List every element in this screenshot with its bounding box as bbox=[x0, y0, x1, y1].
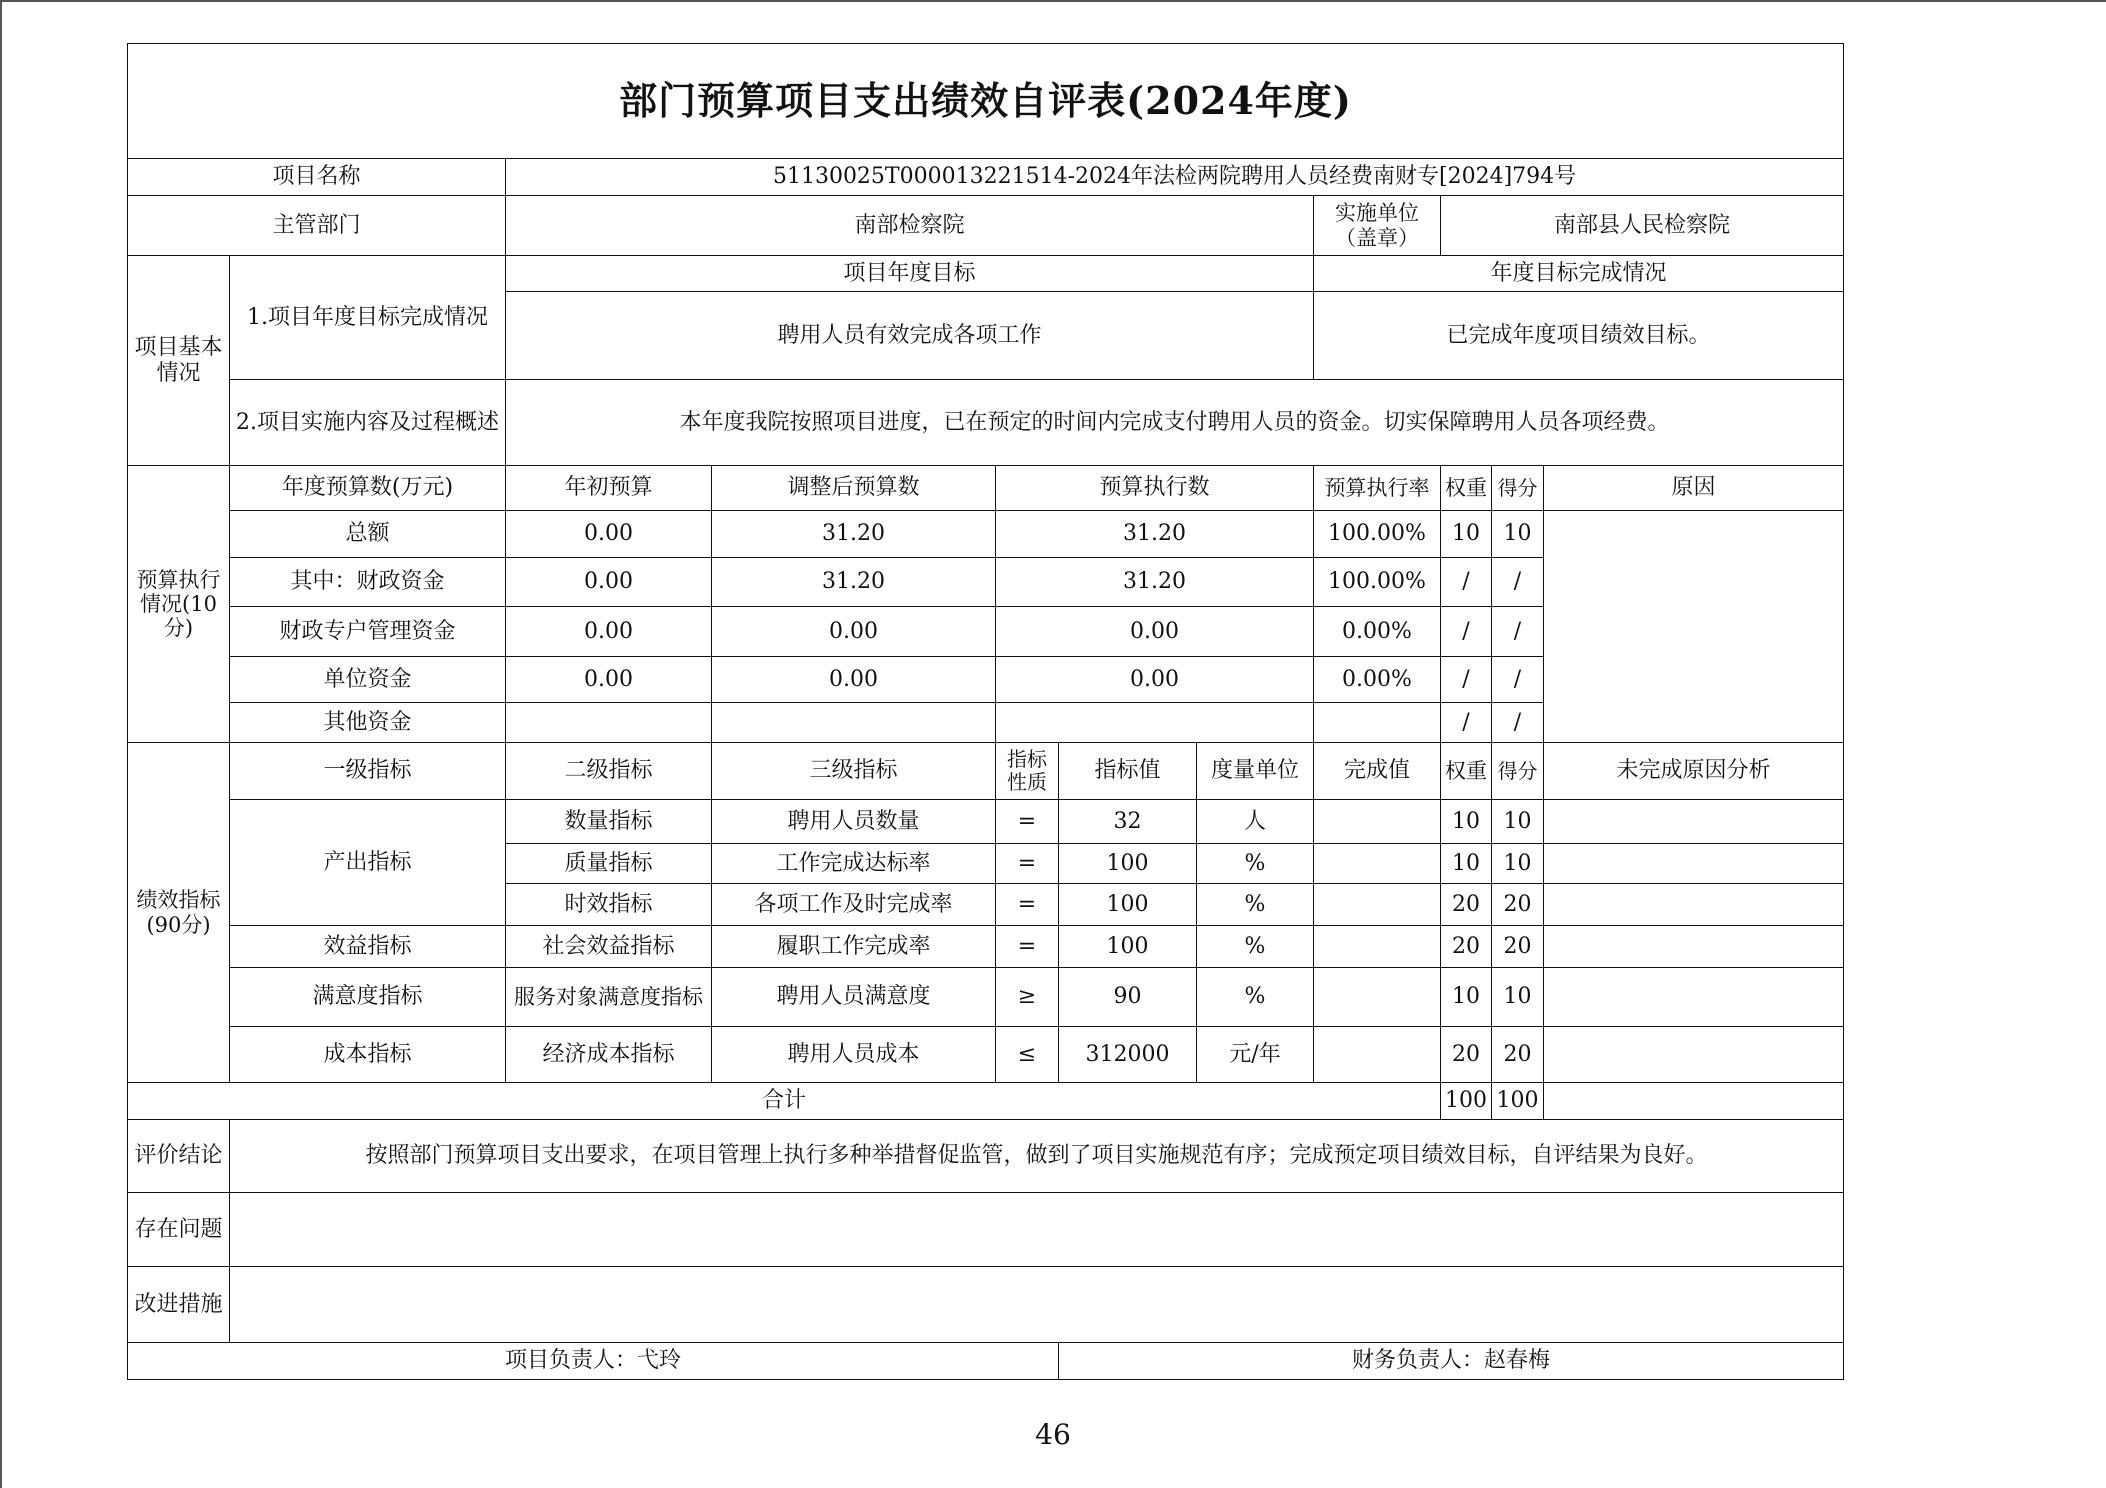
budget-weight: / bbox=[1441, 558, 1492, 607]
goal-completion-label: 1.项目年度目标完成情况 bbox=[230, 256, 506, 380]
indicator-score: 10 bbox=[1492, 968, 1544, 1027]
indicator-value: 90 bbox=[1059, 968, 1197, 1027]
budget-executed bbox=[996, 703, 1314, 743]
budget-row bbox=[128, 511, 1844, 558]
implementing-unit-label: 实施单位（盖章） bbox=[1314, 196, 1441, 256]
budget-adjusted: 0.00 bbox=[712, 607, 996, 657]
budget-rate: 100.00% bbox=[1314, 558, 1441, 607]
perf-header-analysis: 未完成原因分析 bbox=[1544, 743, 1844, 800]
budget-row-label: 财政专户管理资金 bbox=[230, 607, 506, 657]
budget-adjusted: 31.20 bbox=[712, 558, 996, 607]
indicator-unit: 元/年 bbox=[1197, 1027, 1314, 1083]
indicator-actual bbox=[1314, 844, 1441, 884]
indicator-unit: % bbox=[1197, 968, 1314, 1027]
indicator-level2: 经济成本指标 bbox=[506, 1027, 712, 1083]
form-title: 部门预算项目支出绩效自评表(2024年度) bbox=[128, 44, 1844, 159]
indicator-level2: 质量指标 bbox=[506, 844, 712, 884]
indicator-nature: = bbox=[996, 844, 1059, 884]
indicator-value: 32 bbox=[1059, 800, 1197, 844]
indicator-row bbox=[128, 800, 1844, 844]
perf-header-nature: 指标性质 bbox=[996, 743, 1059, 800]
implementing-unit-value: 南部县人民检察院 bbox=[1441, 196, 1844, 256]
budget-header-score: 得分 bbox=[1492, 466, 1544, 511]
page-border-left bbox=[0, 0, 2, 1488]
indicator-level3: 聘用人员数量 bbox=[712, 800, 996, 844]
measures-label: 改进措施 bbox=[128, 1267, 230, 1343]
indicator-level2: 社会效益指标 bbox=[506, 926, 712, 968]
indicator-value: 100 bbox=[1059, 926, 1197, 968]
indicator-nature: = bbox=[996, 884, 1059, 926]
budget-header-initial: 年初预算 bbox=[506, 466, 712, 511]
total-score: 100 bbox=[1492, 1083, 1544, 1120]
indicator-nature: ≥ bbox=[996, 968, 1059, 1027]
budget-header-rate: 预算执行率 bbox=[1314, 466, 1441, 511]
perf-header-unit: 度量单位 bbox=[1197, 743, 1314, 800]
annual-goal-header: 项目年度目标 bbox=[506, 256, 1314, 292]
problems-label: 存在问题 bbox=[128, 1193, 230, 1267]
indicator-level3: 聘用人员满意度 bbox=[712, 968, 996, 1027]
budget-row-label: 其中：财政资金 bbox=[230, 558, 506, 607]
indicator-unit: % bbox=[1197, 844, 1314, 884]
indicator-level2: 数量指标 bbox=[506, 800, 712, 844]
self-evaluation-form bbox=[127, 43, 1844, 1380]
budget-initial: 0.00 bbox=[506, 511, 712, 558]
finance-lead: 财务负责人：赵春梅 bbox=[1059, 1343, 1844, 1380]
goal-completion-text: 已完成年度项目绩效目标。 bbox=[1314, 292, 1844, 380]
project-lead: 项目负责人：弋玲 bbox=[128, 1343, 1059, 1380]
indicator-nature: = bbox=[996, 800, 1059, 844]
indicator-level3: 聘用人员成本 bbox=[712, 1027, 996, 1083]
goal-completion-header: 年度目标完成情况 bbox=[1314, 256, 1844, 292]
basic-info-section-label: 项目基本情况 bbox=[128, 256, 230, 466]
implementation-summary-label: 2.项目实施内容及过程概述 bbox=[230, 380, 506, 466]
budget-executed: 0.00 bbox=[996, 657, 1314, 703]
budget-section-label: 预算执行情况(10分) bbox=[128, 466, 230, 743]
indicator-analysis bbox=[1544, 844, 1844, 884]
satisfaction-indicator-group: 满意度指标 bbox=[230, 968, 506, 1027]
indicator-weight: 10 bbox=[1441, 800, 1492, 844]
budget-score: / bbox=[1492, 607, 1544, 657]
perf-header-actual: 完成值 bbox=[1314, 743, 1441, 800]
indicator-score: 20 bbox=[1492, 884, 1544, 926]
budget-header-weight: 权重 bbox=[1441, 466, 1492, 511]
budget-rate: 0.00% bbox=[1314, 607, 1441, 657]
indicator-analysis bbox=[1544, 800, 1844, 844]
budget-adjusted: 31.20 bbox=[712, 511, 996, 558]
budget-adjusted bbox=[712, 703, 996, 743]
indicator-unit: % bbox=[1197, 884, 1314, 926]
indicator-actual bbox=[1314, 884, 1441, 926]
total-weight: 100 bbox=[1441, 1083, 1492, 1120]
indicator-score: 10 bbox=[1492, 800, 1544, 844]
budget-score: 10 bbox=[1492, 511, 1544, 558]
indicator-weight: 10 bbox=[1441, 844, 1492, 884]
indicator-score: 10 bbox=[1492, 844, 1544, 884]
budget-weight: / bbox=[1441, 607, 1492, 657]
budget-row-label: 其他资金 bbox=[230, 703, 506, 743]
indicator-weight: 20 bbox=[1441, 884, 1492, 926]
budget-header-adjusted: 调整后预算数 bbox=[712, 466, 996, 511]
implementation-summary-text: 本年度我院按照项目进度，已在预定的时间内完成支付聘用人员的资金。切实保障聘用人员各项经费。 bbox=[506, 380, 1844, 466]
benefit-indicator-group: 效益指标 bbox=[230, 926, 506, 968]
budget-initial: 0.00 bbox=[506, 558, 712, 607]
budget-rate: 0.00% bbox=[1314, 657, 1441, 703]
budget-executed: 31.20 bbox=[996, 558, 1314, 607]
indicator-actual bbox=[1314, 800, 1441, 844]
indicator-row bbox=[128, 1027, 1844, 1083]
indicator-level3: 各项工作及时完成率 bbox=[712, 884, 996, 926]
indicator-weight: 10 bbox=[1441, 968, 1492, 1027]
indicator-nature: = bbox=[996, 926, 1059, 968]
indicator-value: 100 bbox=[1059, 884, 1197, 926]
budget-executed: 31.20 bbox=[996, 511, 1314, 558]
budget-reason bbox=[1544, 511, 1844, 743]
budget-header-annual: 年度预算数(万元) bbox=[230, 466, 506, 511]
budget-header-reason: 原因 bbox=[1544, 466, 1844, 511]
performance-section-label: 绩效指标(90分) bbox=[128, 743, 230, 1083]
department-label: 主管部门 bbox=[128, 196, 506, 256]
indicator-analysis bbox=[1544, 884, 1844, 926]
indicator-analysis bbox=[1544, 968, 1844, 1027]
department-value: 南部检察院 bbox=[506, 196, 1314, 256]
perf-header-level1: 一级指标 bbox=[230, 743, 506, 800]
indicator-weight: 20 bbox=[1441, 1027, 1492, 1083]
budget-rate bbox=[1314, 703, 1441, 743]
indicator-actual bbox=[1314, 926, 1441, 968]
project-name-label: 项目名称 bbox=[128, 159, 506, 196]
budget-row-label: 总额 bbox=[230, 511, 506, 558]
budget-rate: 100.00% bbox=[1314, 511, 1441, 558]
measures-text bbox=[230, 1267, 1844, 1343]
indicator-level3: 工作完成达标率 bbox=[712, 844, 996, 884]
conclusion-text: 按照部门预算项目支出要求，在项目管理上执行多种举措督促监管，做到了项目实施规范有序；完成预定项目绩效目标，自评结果为良好。 bbox=[230, 1120, 1844, 1193]
budget-adjusted: 0.00 bbox=[712, 657, 996, 703]
budget-header-executed: 预算执行数 bbox=[996, 466, 1314, 511]
cost-indicator-group: 成本指标 bbox=[230, 1027, 506, 1083]
budget-weight: / bbox=[1441, 703, 1492, 743]
indicator-analysis bbox=[1544, 926, 1844, 968]
page-border-top bbox=[0, 0, 2106, 2]
indicator-score: 20 bbox=[1492, 926, 1544, 968]
budget-score: / bbox=[1492, 657, 1544, 703]
indicator-level3: 履职工作完成率 bbox=[712, 926, 996, 968]
indicator-unit: % bbox=[1197, 926, 1314, 968]
indicator-row bbox=[128, 968, 1844, 1027]
perf-header-level2: 二级指标 bbox=[506, 743, 712, 800]
perf-header-value: 指标值 bbox=[1059, 743, 1197, 800]
indicator-level2: 时效指标 bbox=[506, 884, 712, 926]
indicator-score: 20 bbox=[1492, 1027, 1544, 1083]
perf-header-level3: 三级指标 bbox=[712, 743, 996, 800]
budget-initial: 0.00 bbox=[506, 657, 712, 703]
project-name-value: 51130025T000013221514-2024年法检两院聘用人员经费南财专[2024]794号 bbox=[506, 159, 1844, 196]
budget-weight: / bbox=[1441, 657, 1492, 703]
budget-executed: 0.00 bbox=[996, 607, 1314, 657]
indicator-actual bbox=[1314, 1027, 1441, 1083]
conclusion-label: 评价结论 bbox=[128, 1120, 230, 1193]
indicator-level2: 服务对象满意度指标 bbox=[506, 968, 712, 1027]
indicator-weight: 20 bbox=[1441, 926, 1492, 968]
indicator-actual bbox=[1314, 968, 1441, 1027]
perf-header-weight: 权重 bbox=[1441, 743, 1492, 800]
indicator-nature: ≤ bbox=[996, 1027, 1059, 1083]
budget-score: / bbox=[1492, 703, 1544, 743]
problems-text bbox=[230, 1193, 1844, 1267]
perf-header-score: 得分 bbox=[1492, 743, 1544, 800]
budget-score: / bbox=[1492, 558, 1544, 607]
budget-weight: 10 bbox=[1441, 511, 1492, 558]
budget-row-label: 单位资金 bbox=[230, 657, 506, 703]
annual-goal-text: 聘用人员有效完成各项工作 bbox=[506, 292, 1314, 380]
output-indicator-group: 产出指标 bbox=[230, 800, 506, 926]
indicator-value: 312000 bbox=[1059, 1027, 1197, 1083]
total-label: 合计 bbox=[128, 1083, 1441, 1120]
total-analysis bbox=[1544, 1083, 1844, 1120]
page-number: 46 bbox=[1035, 1418, 1071, 1451]
indicator-analysis bbox=[1544, 1027, 1844, 1083]
budget-initial: 0.00 bbox=[506, 607, 712, 657]
indicator-row bbox=[128, 926, 1844, 968]
indicator-unit: 人 bbox=[1197, 800, 1314, 844]
indicator-value: 100 bbox=[1059, 844, 1197, 884]
budget-initial bbox=[506, 703, 712, 743]
